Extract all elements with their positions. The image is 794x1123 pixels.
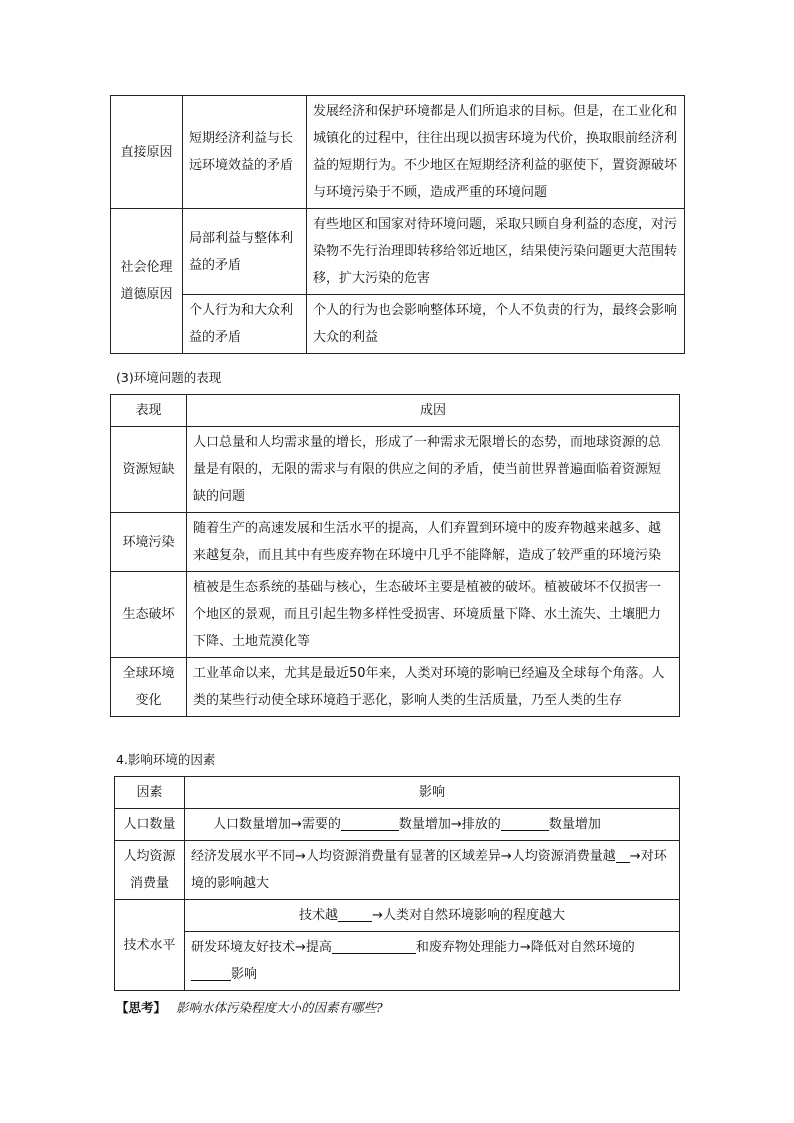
factor-name: 人均资源消费量 (115, 841, 185, 900)
table-row (115, 932, 680, 991)
cause-category: 社会伦理道德原因 (111, 209, 183, 354)
table-row (111, 513, 680, 572)
factor-name: 人口数量 (115, 809, 185, 841)
factor-effect: 技术越 →人类对自然环境影响的程度越大 (185, 900, 680, 932)
table-row (111, 295, 685, 354)
column-header: 表现 (111, 395, 187, 427)
manifestation-cause: 人口总量和人均需求量的增长，形成了一种需求无限增长的态势，而地球资源的总量是有限的，无限的需求与有限的供应之间的矛盾，使当前世界普遍面临着资源短缺的问题 (187, 427, 680, 513)
table-row (111, 209, 685, 295)
think-question: 影响水体污染程度大小的因素有哪些? (176, 1000, 383, 1015)
factor-effect: 经济发展水平不同→人均资源消费量有显著的区域差异→人均资源消费量越 →对环境的影响越大 (185, 841, 680, 900)
column-header: 因素 (115, 777, 185, 809)
factor-table (114, 776, 680, 991)
manifestation-cause: 随着生产的高速发展和生活水平的提高，人们弃置到环境中的废弃物越来越多、越来越复杂，而且其中有些废弃物在环境中几乎不能降解，造成了较严重的环境污染 (187, 513, 680, 572)
factor-name: 技术水平 (115, 900, 185, 991)
manifestation-cause: 植被是生态系统的基础与核心，生态破坏主要是植被的破坏。植被破坏不仅损害一个地区的景观，而且引起生物多样性受损害、环境质量下降、水土流失、土壤肥力下降、土地荒漠化等 (187, 572, 680, 658)
table-row (115, 841, 680, 900)
section-caption: 4.影响环境的因素 (116, 752, 216, 767)
table-row (111, 96, 685, 209)
manifestation-name: 环境污染 (111, 513, 187, 572)
fill-blank[interactable] (332, 937, 416, 954)
fill-blank[interactable] (616, 846, 630, 863)
cause-subtype: 局部利益与整体利益的矛盾 (183, 209, 307, 295)
table-header-row (115, 777, 680, 809)
manifestation-cause: 工业革命以来，尤其是最近50年来，人类对环境的影响已经遍及全球每个角落。人类的某些行动使全球环境趋于恶化，影响人类的生活质量，乃至人类的生存 (187, 658, 680, 717)
fill-blank[interactable] (341, 814, 399, 831)
manifestation-name: 全球环境变化 (111, 658, 187, 717)
factor-effect: 研发环境友好技术→提高 和废弃物处理能力→降低对自然环境的影响 (185, 932, 680, 991)
fill-blank[interactable] (191, 964, 231, 981)
table-row (111, 658, 680, 717)
fill-blank[interactable] (338, 905, 372, 922)
manifestation-name: 资源短缺 (111, 427, 187, 513)
cause-category: 直接原因 (111, 96, 183, 209)
table-row (115, 900, 680, 932)
table-row (111, 572, 680, 658)
manifestation-name: 生态破坏 (111, 572, 187, 658)
fill-blank[interactable] (501, 814, 549, 831)
cause-table (110, 95, 685, 354)
think-prompt (116, 998, 383, 1016)
cause-detail: 发展经济和保护环境都是人们所追求的目标。但是，在工业化和城镇化的过程中，往往出现以损害环境为代价，换取眼前经济利益的短期行为。不少地区在短期经济利益的驱使下，置资源破坏与环境污染于不顾，造成严重的环境问题 (307, 96, 685, 209)
section-caption: (3)环境问题的表现 (116, 370, 222, 385)
column-header: 成因 (187, 395, 680, 427)
table-row (115, 809, 680, 841)
cause-detail: 个人的行为也会影响整体环境，个人不负责的行为，最终会影响大众的利益 (307, 295, 685, 354)
column-header: 影响 (185, 777, 680, 809)
cause-detail: 有些地区和国家对待环境问题，采取只顾自身利益的态度，对污染物不先行治理即转移给邻近地区，结果使污染问题更大范围转移，扩大污染的危害 (307, 209, 685, 295)
table-header-row (111, 395, 680, 427)
think-tag: 【思考】 (116, 1000, 167, 1015)
cause-subtype: 短期经济利益与长远环境效益的矛盾 (183, 96, 307, 209)
manifestation-table (110, 394, 680, 717)
table-row (111, 427, 680, 513)
factor-effect: 人口数量增加→需要的 数量增加→排放的 数量增加 (185, 809, 680, 841)
cause-subtype: 个人行为和大众利益的矛盾 (183, 295, 307, 354)
